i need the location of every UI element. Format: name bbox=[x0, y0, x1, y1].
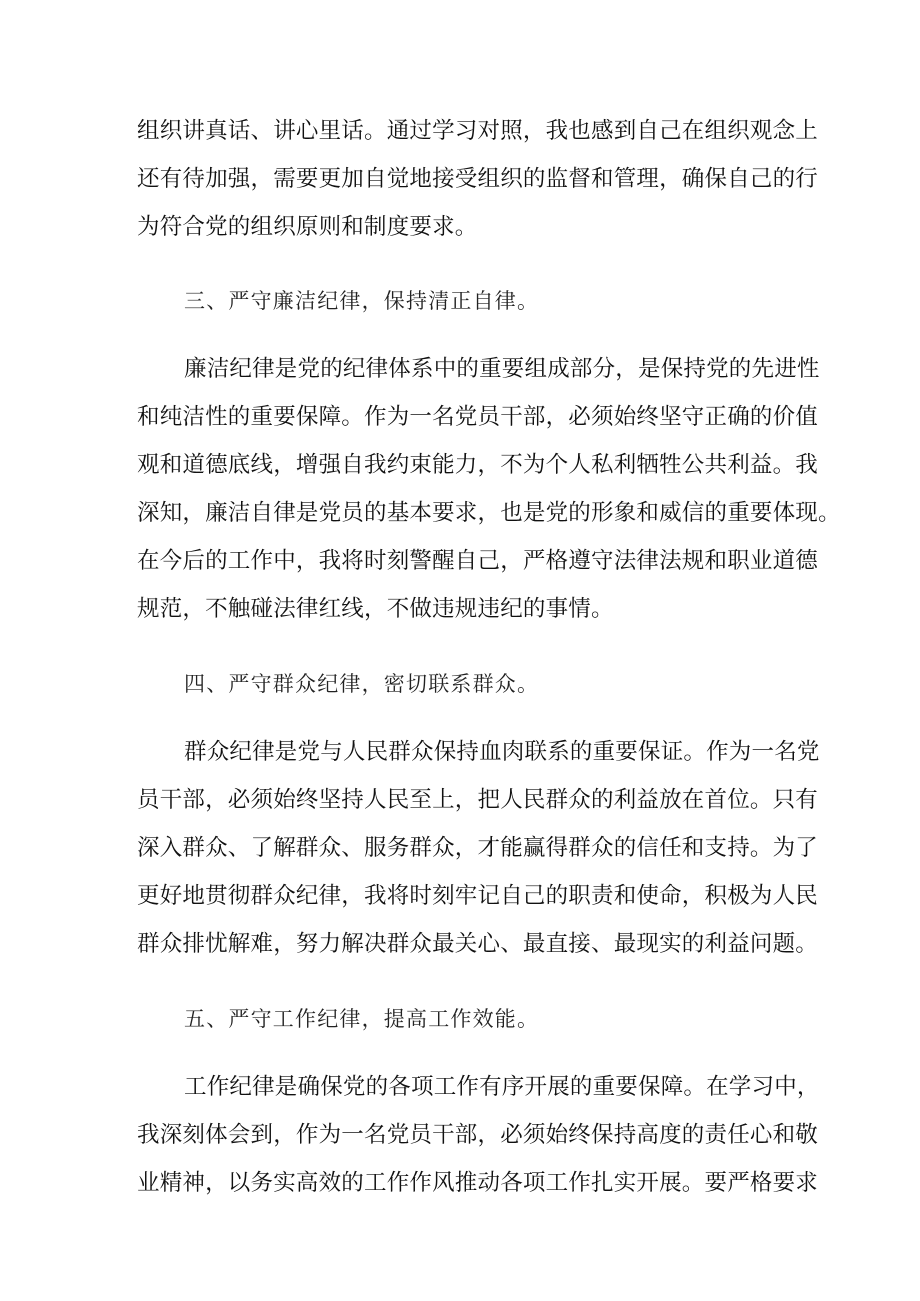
paragraph-line: 观和道德底线，增强自我约束能力，不为个人私利牺牲公共利益。我 bbox=[137, 452, 819, 478]
paragraph-line: 更好地贯彻群众纪律，我将时刻牢记自己的职责和使命，积极为人民 bbox=[137, 883, 819, 909]
paragraph-line: 在今后的工作中，我将时刻警醒自己，严格遵守法律法规和职业道德 bbox=[137, 548, 819, 574]
paragraph-line: 群众排忧解难，努力解决群众最关心、最直接、最现实的利益问题。 bbox=[137, 931, 819, 957]
paragraph-line: 业精神，以务实高效的工作作风推动各项工作扎实开展。要严格要求 bbox=[137, 1170, 819, 1196]
section-heading-3: 三、严守廉洁纪律，保持清正自律。 bbox=[184, 289, 540, 313]
paragraph-4 bbox=[137, 728, 820, 968]
paragraph-line: 为符合党的组织原则和制度要求。 bbox=[137, 214, 478, 240]
paragraph-5 bbox=[137, 1063, 820, 1207]
paragraph-line: 我深刻体会到，作为一名党员干部，必须始终保持高度的责任心和敬 bbox=[137, 1122, 819, 1148]
paragraph-line: 廉洁纪律是党的纪律体系中的重要组成部分，是保持党的先进性 bbox=[184, 356, 820, 382]
section-heading-5: 五、严守工作纪律，提高工作效能。 bbox=[184, 1007, 540, 1031]
paragraph-line: 深知，廉洁自律是党员的基本要求，也是党的形象和威信的重要体现。 bbox=[137, 500, 841, 526]
paragraph-3 bbox=[137, 345, 841, 633]
paragraph-line: 规范，不触碰法律红线，不做违规违纪的事情。 bbox=[137, 596, 614, 622]
paragraph-line: 工作纪律是确保党的各项工作有序开展的重要保障。在学习中， bbox=[184, 1074, 820, 1100]
paragraph-line: 和纯洁性的重要保障。作为一名党员干部，必须始终坚守正确的价值 bbox=[137, 404, 819, 430]
paragraph-line: 还有待加强，需要更加自觉地接受组织的监督和管理，确保自己的行 bbox=[137, 166, 819, 192]
paragraph-line: 组织讲真话、讲心里话。通过学习对照，我也感到自己在组织观念上 bbox=[137, 118, 819, 144]
section-heading-4: 四、严守群众纪律，密切联系群众。 bbox=[184, 672, 540, 696]
paragraph-line: 群众纪律是党与人民群众保持血肉联系的重要保证。作为一名党 bbox=[184, 739, 820, 765]
paragraph-line: 员干部，必须始终坚持人民至上，把人民群众的利益放在首位。只有 bbox=[137, 787, 819, 813]
paragraph-intro bbox=[137, 107, 819, 251]
paragraph-line: 深入群众、了解群众、服务群众，才能赢得群众的信任和支持。为了 bbox=[137, 835, 819, 861]
